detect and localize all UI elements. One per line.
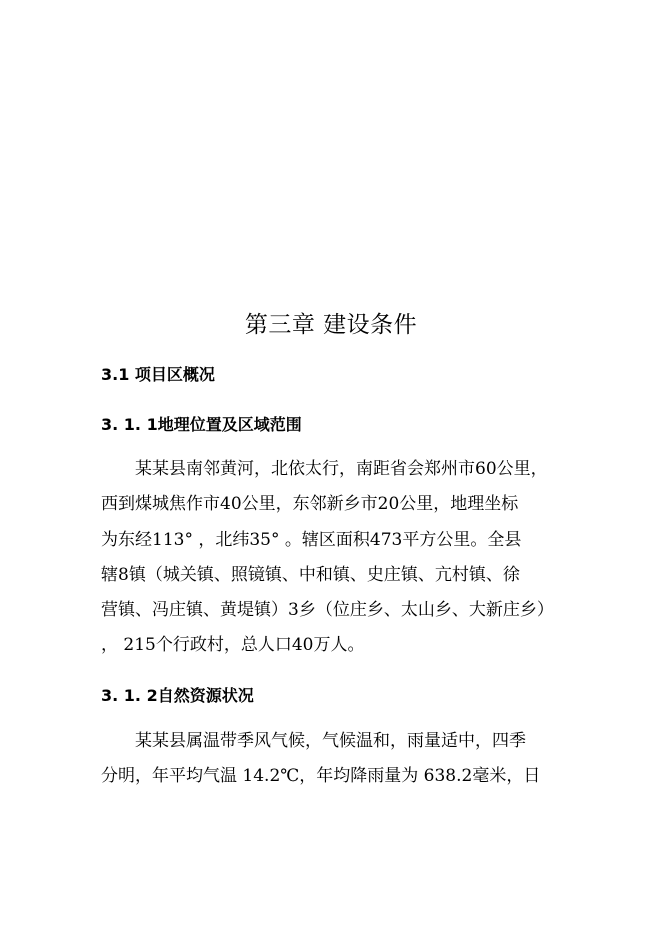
subsection-heading-resources: 3. 1. 2自然资源状况 [101, 686, 254, 705]
paragraph-line: 营镇、冯庄镇、黄堤镇）3乡（位庄乡、太山乡、大新庄乡） [101, 600, 554, 620]
paragraph-line: 辖8镇（城关镇、照镜镇、中和镇、史庄镇、亢村镇、徐 [101, 565, 520, 585]
paragraph-line: 西到煤城焦作市40公里，东邻新乡市20公里，地理坐标 [101, 494, 519, 514]
chapter-title: 第三章 建设条件 [244, 312, 418, 338]
subsection-heading-geography: 3. 1. 1地理位置及区域范围 [101, 415, 302, 434]
paragraph-line: 某某县属温带季风气候，气候温和，雨量适中，四季 [135, 731, 526, 751]
paragraph-line: 分明，年平均气温 14.2℃，年均降雨量为 638.2毫米，日 [101, 766, 541, 786]
paragraph-line: 为东经113° ，北纬35° 。辖区面积473平方公里。全县 [101, 530, 522, 550]
paragraph-line: ， 215个行政村，总人口40万人。 [101, 635, 365, 655]
section-heading: 3.1 项目区概况 [101, 365, 215, 384]
paragraph-line: 某某县南邻黄河，北依太行，南距省会郑州市60公里， [135, 459, 548, 479]
